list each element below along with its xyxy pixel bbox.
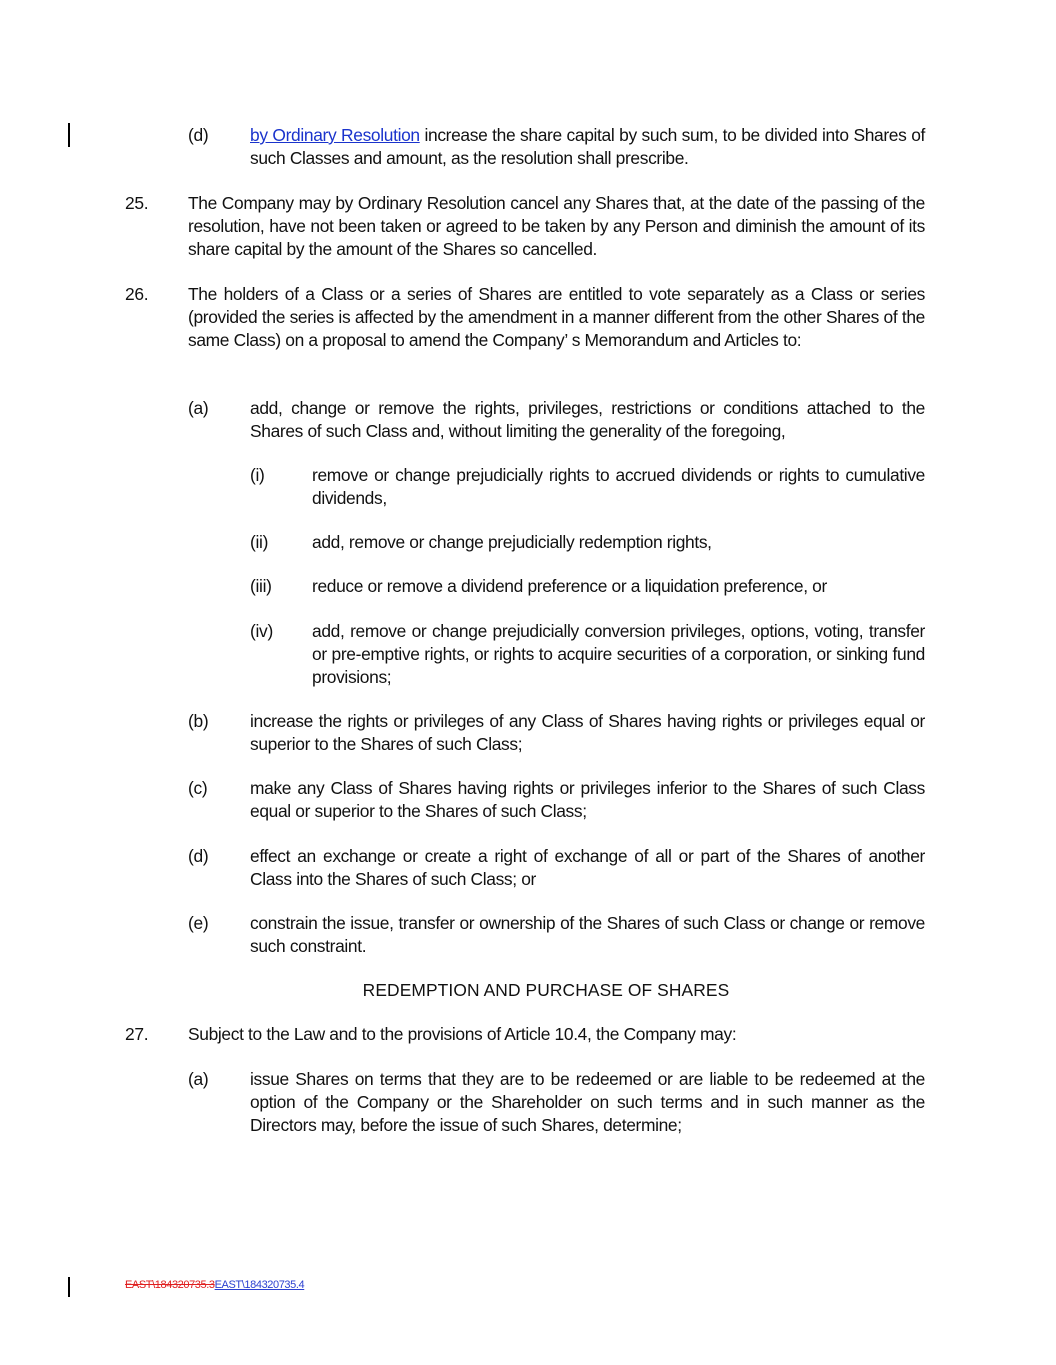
article-26-number: 26. bbox=[125, 284, 149, 304]
article-26-item-b-text: increase the rights or privileges of any Class of Shares having rights or privileges equal or superior to the Shares of such Class; bbox=[250, 711, 925, 755]
subitem-ii-label: (ii) bbox=[250, 532, 269, 552]
change-bar-top bbox=[68, 123, 70, 147]
subitem-i-label: (i) bbox=[250, 465, 265, 485]
article-26-item-c-label: (c) bbox=[188, 778, 208, 798]
subitem-ii-text: add, remove or change prejudicially redemption rights, bbox=[312, 532, 712, 552]
item-d-top-label: (d) bbox=[188, 125, 209, 145]
article-26-item-c-text: make any Class of Shares having rights or privileges inferior to the Shares of such Class equal or superior to the Shares of such Class; bbox=[250, 778, 925, 822]
change-bar-footer bbox=[68, 1277, 70, 1297]
subitem-iii-text: reduce or remove a dividend preference or a liquidation preference, or bbox=[312, 576, 827, 596]
ordinary-resolution-link[interactable]: by Ordinary Resolution bbox=[250, 125, 420, 145]
subitem-i-text: remove or change prejudicially rights to accrued dividends or rights to cumulative dividends, bbox=[312, 465, 925, 509]
article-26-item-e-label: (e) bbox=[188, 913, 209, 933]
article-26-item-d-text: effect an exchange or create a right of exchange of all or part of the Shares of another Class into the Shares of such Class; or bbox=[250, 846, 925, 890]
subitem-iii-label: (iii) bbox=[250, 576, 272, 596]
inserted-doc-ref: EAST\184320735.4 bbox=[214, 1279, 305, 1291]
article-26-text: The holders of a Class or a series of Shares are entitled to vote separately as a Class or series (provided the series is affected by the amendment in a manner different from the other Shares of the same Class) on a proposal to amend the Company’ s Memorandum and Articles to: bbox=[188, 284, 925, 351]
article-27-item-a-text: issue Shares on terms that they are to be redeemed or are liable to be redeemed at the option of the Company or the Shareholder on such terms and in such manner as the Directors may, before the issue of such Shares, determine; bbox=[250, 1069, 925, 1136]
subitem-iv-text: add, remove or change prejudicially conversion privileges, options, voting, transfer or pre-emptive rights, or rights to acquire securities of a corporation, or sinking fund provisions; bbox=[312, 621, 925, 688]
article-26-item-a-label: (a) bbox=[188, 398, 209, 418]
document-reference-footer bbox=[125, 1279, 304, 1291]
article-27-number: 27. bbox=[125, 1024, 149, 1044]
article-26-item-a-text: add, change or remove the rights, privileges, restrictions or conditions attached to the Shares of such Class and, without limiting the generality of the foregoing, bbox=[250, 398, 925, 442]
item-d-top-body: increase the share capital by such sum, to be divided into Shares of such Classes and amount, as the resolution shall prescribe. bbox=[250, 125, 925, 169]
item-d-top-text bbox=[250, 124, 925, 170]
article-25-text: The Company may by Ordinary Resolution cancel any Shares that, at the date of the passing of the resolution, have not been taken or agreed to be taken by any Person and diminish the amount of its share capital by the amount of the Shares so cancelled. bbox=[188, 193, 925, 260]
article-27-text: Subject to the Law and to the provisions of Article 10.4, the Company may: bbox=[188, 1024, 737, 1044]
article-27-item-a-label: (a) bbox=[188, 1069, 209, 1089]
deleted-doc-ref: EAST\184320735.3 bbox=[125, 1279, 215, 1291]
article-25-number: 25. bbox=[125, 193, 149, 213]
subitem-iv-label: (iv) bbox=[250, 621, 273, 641]
article-26-item-b-label: (b) bbox=[188, 711, 209, 731]
article-26-item-e-text: constrain the issue, transfer or ownership of the Shares of such Class or change or remove such constraint. bbox=[250, 913, 925, 957]
section-heading: REDEMPTION AND PURCHASE OF SHARES bbox=[362, 980, 730, 1000]
article-26-item-d-label: (d) bbox=[188, 846, 209, 866]
